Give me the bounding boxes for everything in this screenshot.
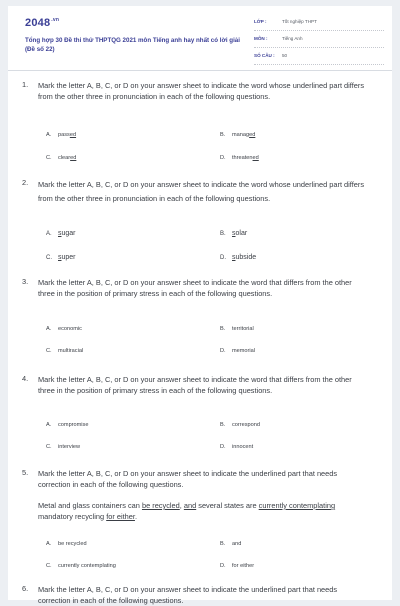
logo-text: 2048 bbox=[25, 17, 51, 29]
question-number: 1. bbox=[22, 80, 29, 89]
exam-meta bbox=[254, 18, 384, 69]
option-letter: B. bbox=[220, 326, 226, 332]
option-text: economic bbox=[58, 326, 82, 332]
option-letter: A. bbox=[46, 231, 52, 237]
document-title: Tổng hợp 30 Đề thi thử THPTQG 2021 môn Tiếng anh hay nhất có lời giải (Đề số 22) bbox=[25, 37, 240, 53]
question-sentence: Metal and glass containers can be recycled, and several states are currently contemplating mandatory recycling for either. bbox=[38, 501, 336, 522]
option-text: solar bbox=[232, 230, 248, 237]
option-letter: A. bbox=[46, 326, 52, 332]
option-letter: B. bbox=[220, 231, 226, 237]
question-number: 3. bbox=[22, 277, 29, 286]
meta-question-count bbox=[254, 52, 384, 65]
option-d[interactable] bbox=[220, 254, 256, 261]
option-letter: C. bbox=[46, 563, 52, 569]
option-a[interactable] bbox=[46, 132, 76, 138]
option-a[interactable] bbox=[46, 230, 76, 237]
option-letter: B. bbox=[220, 422, 226, 428]
question-prompt: Mark the letter A, B, C, or D on your answer sheet to indicate the word whose underlined part differs from the other three in pronunciation in each of the following questions. bbox=[38, 81, 365, 102]
question-number: 5. bbox=[22, 468, 29, 477]
question-number: 6. bbox=[22, 584, 29, 593]
option-letter: D. bbox=[220, 348, 226, 354]
option-letter: C. bbox=[46, 444, 52, 450]
option-letter: C. bbox=[46, 155, 52, 161]
option-text: multiracial bbox=[58, 348, 84, 354]
question-prompt: Mark the letter A, B, C, or D on your answer sheet to indicate the underlined part that needs correction in each of the following questions. bbox=[38, 469, 338, 490]
option-letter: B. bbox=[220, 541, 226, 547]
exam-page bbox=[8, 6, 392, 606]
option-text: currently contemplating bbox=[58, 563, 116, 569]
option-letter: A. bbox=[46, 132, 52, 138]
option-text: cleared bbox=[58, 155, 77, 161]
option-letter: D. bbox=[220, 444, 226, 450]
option-b[interactable] bbox=[220, 326, 254, 332]
option-letter: C. bbox=[46, 255, 52, 261]
option-text: managed bbox=[232, 132, 256, 138]
option-c[interactable] bbox=[46, 563, 116, 569]
option-letter: D. bbox=[220, 155, 226, 161]
option-text: be recycled bbox=[58, 541, 87, 547]
option-b[interactable] bbox=[220, 541, 241, 547]
question-number: 2. bbox=[22, 178, 29, 187]
option-letter: B. bbox=[220, 132, 226, 138]
option-c[interactable] bbox=[46, 444, 80, 450]
question-number: 4. bbox=[22, 374, 29, 383]
option-text: compromise bbox=[58, 422, 89, 428]
option-d[interactable] bbox=[220, 444, 253, 450]
question-prompt: Mark the letter A, B, C, or D on your answer sheet to indicate the word that differs from the other three in the position of primary stress in each of the following questions. bbox=[38, 278, 352, 299]
option-d[interactable] bbox=[220, 563, 254, 569]
option-text: threatened bbox=[232, 155, 259, 161]
site-logo[interactable] bbox=[25, 17, 59, 29]
option-a[interactable] bbox=[46, 326, 82, 332]
meta-value: Tốt nghiệp THPT bbox=[282, 19, 317, 24]
option-a[interactable] bbox=[46, 422, 88, 428]
option-text: innocent bbox=[232, 444, 254, 450]
option-text: passed bbox=[58, 132, 77, 138]
option-text: for either bbox=[232, 563, 255, 569]
option-letter: D. bbox=[220, 255, 226, 261]
option-text: sugar bbox=[58, 230, 76, 237]
option-text: super bbox=[58, 254, 76, 261]
option-b[interactable] bbox=[220, 132, 255, 138]
option-text: correspond bbox=[232, 422, 260, 428]
option-letter: D. bbox=[220, 563, 226, 569]
meta-value: Tiếng Anh bbox=[282, 36, 303, 41]
question-prompt: Mark the letter A, B, C, or D on your answer sheet to indicate the word whose underlined part differs from the other three in pronunciation in each of the following questions. bbox=[38, 180, 365, 203]
option-d[interactable] bbox=[220, 155, 259, 161]
exam-header bbox=[8, 6, 392, 71]
option-text: interview bbox=[58, 444, 81, 450]
meta-value: 50 bbox=[282, 53, 288, 58]
option-text: subside bbox=[232, 254, 257, 261]
question-prompt: Mark the letter A, B, C, or D on your answer sheet to indicate the underlined part that needs correction in each of the following questions. bbox=[38, 585, 338, 606]
meta-grade bbox=[254, 18, 384, 31]
option-text: territorial bbox=[232, 326, 254, 332]
option-b[interactable] bbox=[220, 230, 247, 237]
option-a[interactable] bbox=[46, 541, 87, 547]
option-text: and bbox=[232, 541, 242, 547]
meta-subject bbox=[254, 35, 384, 48]
option-c[interactable] bbox=[46, 155, 76, 161]
option-letter: A. bbox=[46, 541, 52, 547]
option-letter: A. bbox=[46, 422, 52, 428]
option-d[interactable] bbox=[220, 348, 255, 354]
question-prompt: Mark the letter A, B, C, or D on your answer sheet to indicate the word that differs from the other three in the position of primary stress in each of the following questions. bbox=[38, 375, 352, 396]
option-c[interactable] bbox=[46, 254, 76, 261]
meta-label: SỐ CÂU : bbox=[254, 53, 275, 58]
meta-label: MÔN : bbox=[254, 36, 268, 41]
option-c[interactable] bbox=[46, 348, 83, 354]
meta-label: LỚP : bbox=[254, 19, 267, 24]
logo-domain: .vn bbox=[51, 17, 60, 24]
option-text: memorial bbox=[232, 348, 256, 354]
option-b[interactable] bbox=[220, 422, 260, 428]
option-letter: C. bbox=[46, 348, 52, 354]
